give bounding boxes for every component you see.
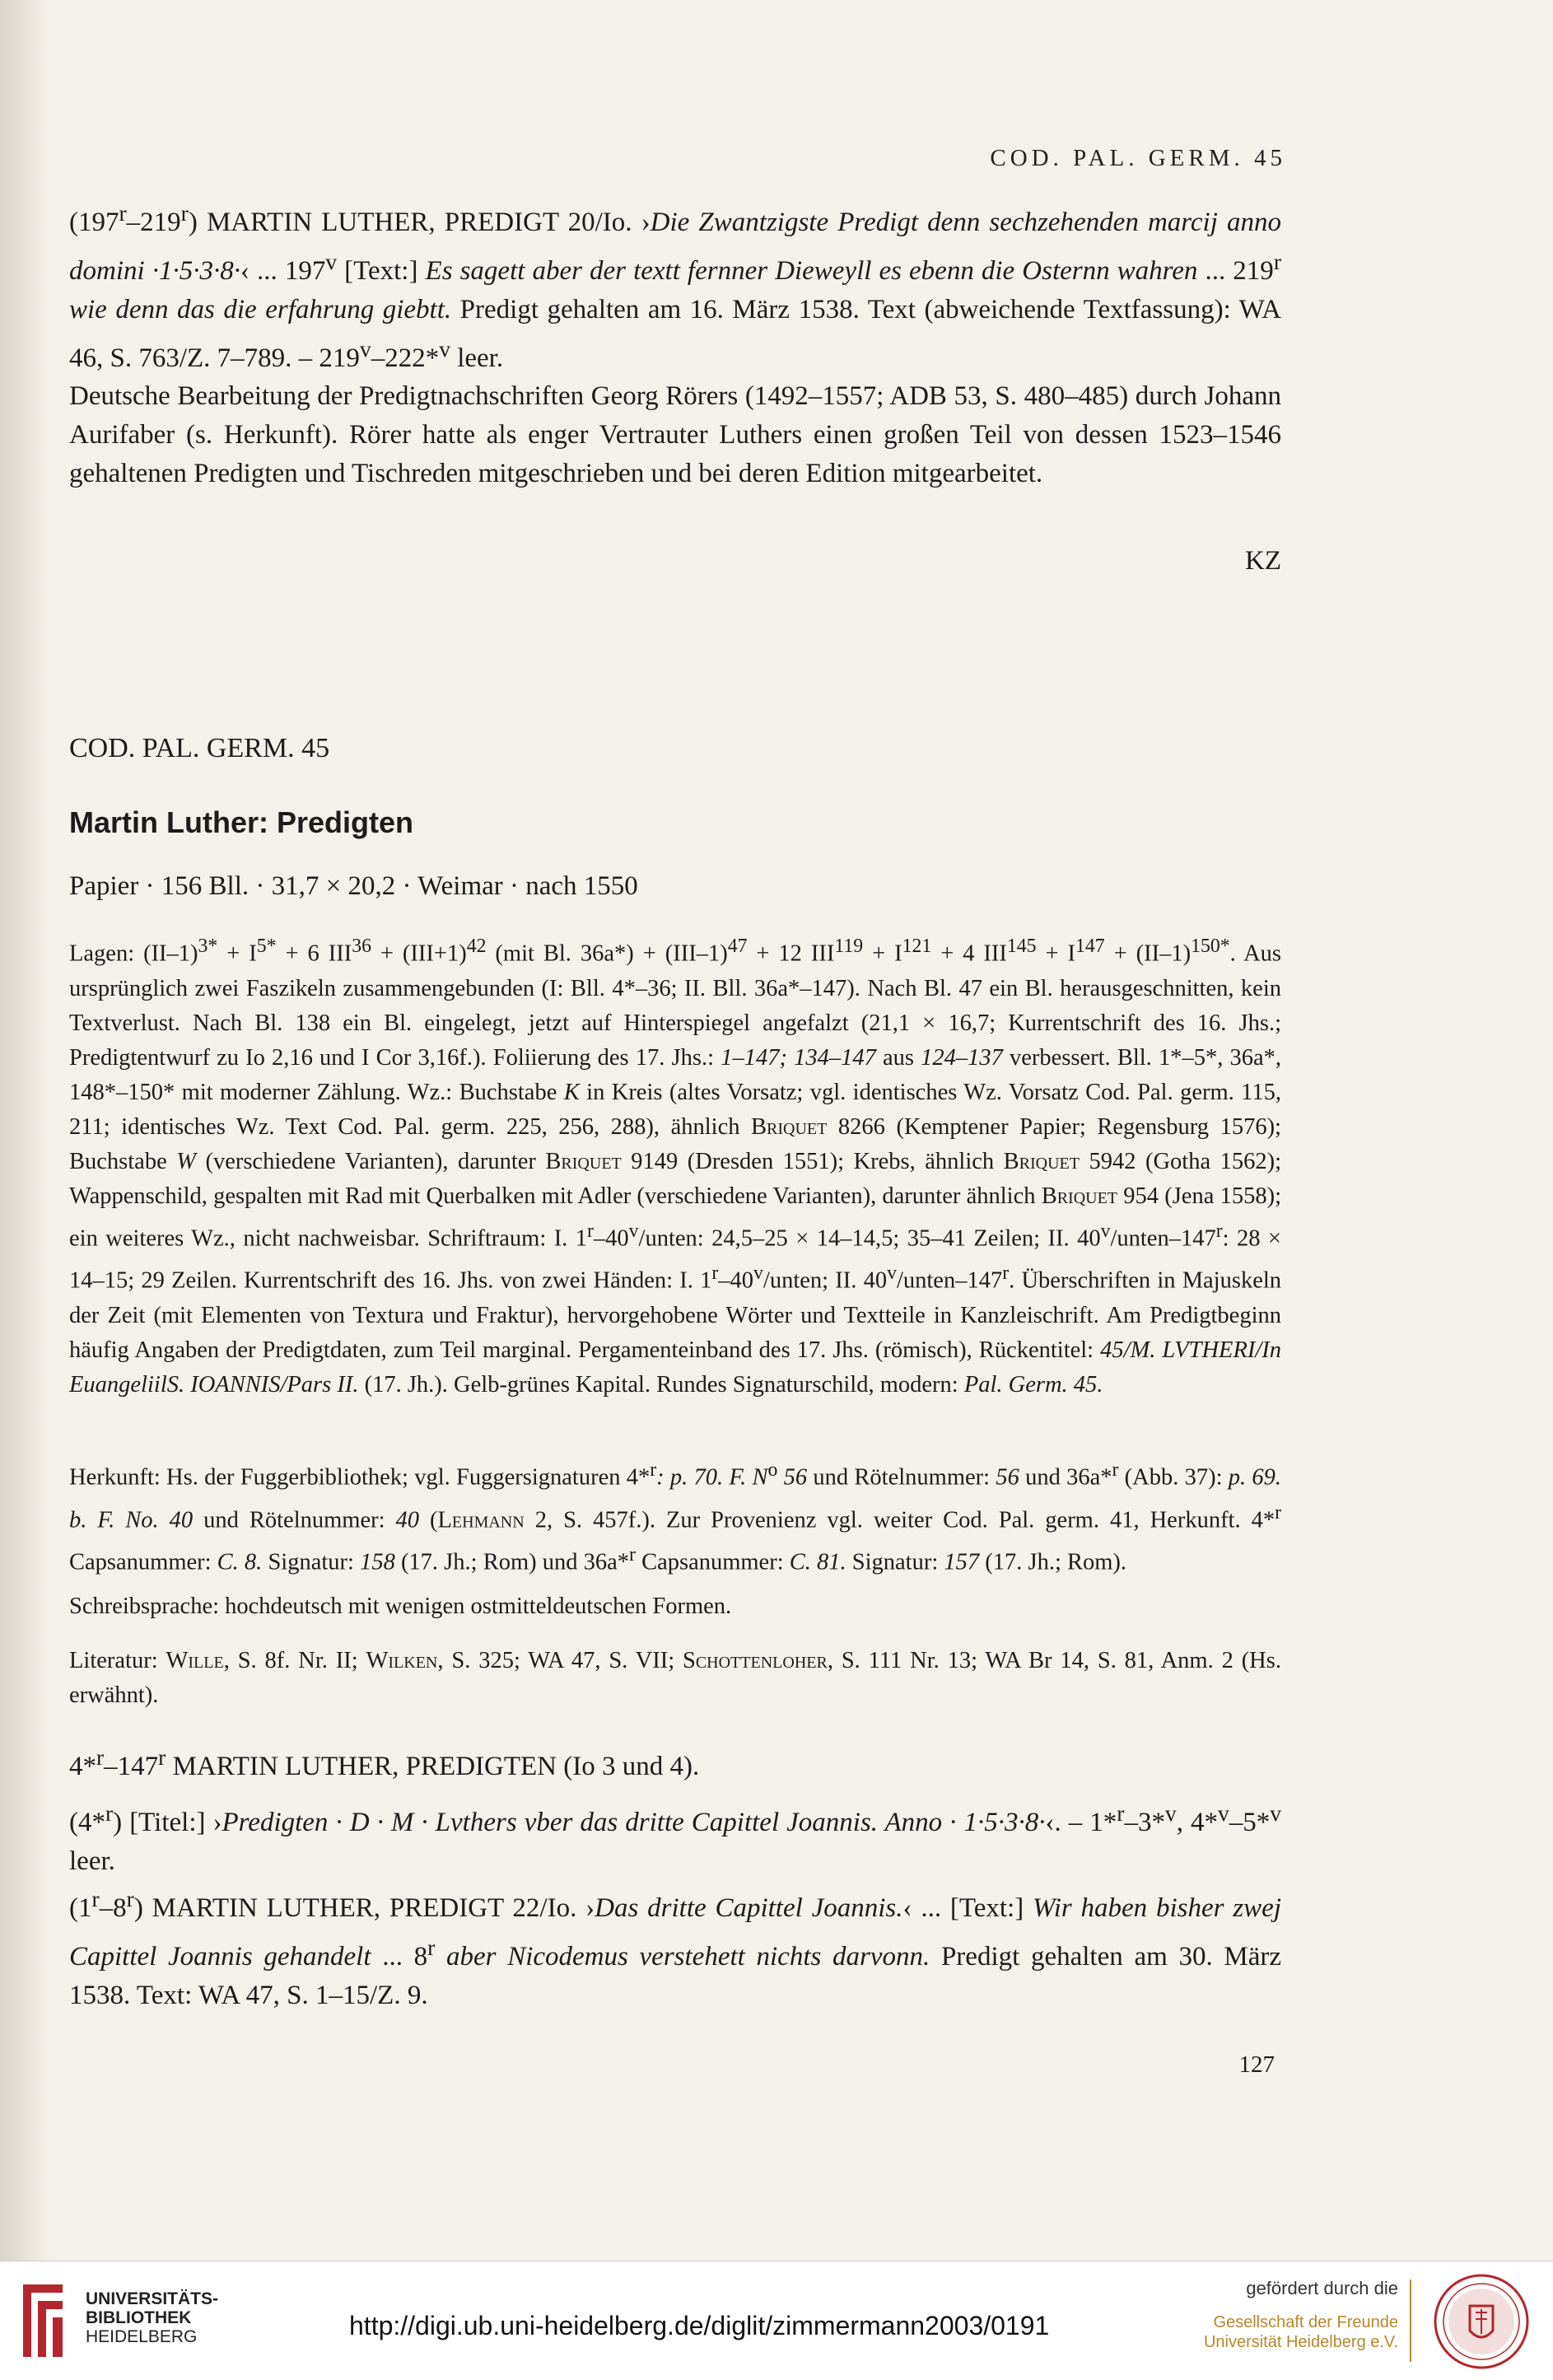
codicological-description: Lagen: $(II-1)^{3*} + I^{5*} + 6$ $III^{36} + (III+1)^{42}$ (mit Bl. $36a*) + (III-1)^{47} + 12$ $III^{119} + I^{121} + 4$ $III^{145} + I^{147} + (II-1)^{150*}$. Aus ursprünglich zwei Faszikeln zusammengebunden (I: Bll. 4*–36; II. Bll. 36a*–147). Nach Bl. 47 ein Bl. herausgeschnitten, kein Textverlust. Nach Bl. 138 ein Bl. eingelegt, jetzt auf Hinterspiegel angefalzt (21,1 × 16,7; Kurrentschrift des 16. Jhs.; Predigtentwurf zu Io 2,16 und I Cor 3,16f.). Foliierung des 17. Jhs.: 1–147; 134–147 aus 124–137 verbessert. Bll. 1*–5*, 36a*, 148*–150* mit moderner Zählung. Wz.: Buchstabe K in Kreis (altes Vorsatz; vgl. identisches Wz. Vorsatz Cod. Pal. germ. 115, 211; identisches Wz. Text Cod. Pal. germ. 225, 256, 288), ähnlich Briquet 8266 (Kemptener Papier; Regensburg 1576); Buchstabe W (verschiedene Varianten), darunter Briquet 9149 (Dresden 1551); Krebs, ähnlich Briquet 5942 (Gotha 1562); Wappenschild, gespalten mit Rad mit Querbalken mit Adler (verschiedene Varianten), darunter ähnlich Briquet 954 (Jena 1558); ein weiteres Wz., nicht nachweisbar. Schriftraum: I. 1$^r$–40$^v$/unten: 24,5–25 × 14–14,5; 35–41 Zeilen; II. 40$^v$/unten–147$^r$: 28 × 14–15; 29 Zeilen. Kurrentschrift des 16. Jhs. von zwei Händen: I. 1$^r$–40$^v$/unten; II. 40$^v$/unten–147$^r$. Überschriften in Majuskeln der Zeit (mit Elementen von Textura und Fraktur), hervorgehobene Wörter und Textteile in Kanzleischrift. Am Predigtbeginn häufig Angaben der Predigtdaten, zum Teil marginal. Pergamenteinband des 17. Jhs. (römisch), Rückentitel: 45/M. LVTHERI/In EuangeliilS. IOANNIS/Pars II. (17. Jh.). Gelb-grünes Kapital. Rundes Signaturschild, modern: Pal. Germ. 45.	[69, 936, 1282, 1398]
sponsor-divider	[1410, 2280, 1411, 2362]
entry-predigt-20: (197$^r$–219$^r$) MARTIN LUTHER, PREDIGT 20/Io. ›Die Zwantzigste Predigt denn sechzehenden marcij anno domini ·1·5·3·8·‹ ... 197$^v$ [Text:] Es sagett aber der textt fernner Dieweyll es ebenn die Osternn wahren ... 219$^r$ wie denn das die erfahrung giebtt. Predigt gehalten am 16. März 1538. Text (abweichende Textfassung): WA 46, S. 763/Z. 7–789. – 219$^v$–222*$^v$ leer.	[69, 200, 1281, 373]
entry-title-page: (4*$^r$) [Titel:] ›Predigten · D · M · Lvthers vber das dritte Capittel Joannis. Anno · 1·5·3·8·‹. – 1*$^r$–3*$^v$, 4*$^v$–5*$^v$ leer.	[69, 1800, 1281, 1876]
author-sigle: KZ	[1245, 546, 1281, 576]
sponsor-block: gefördert durch die Gesellschaft der Freunde Universität Heidelberg e.V.	[1203, 2278, 1398, 2351]
running-head: COD. PAL. GERM. 45	[990, 145, 1286, 171]
permalink-url[interactable]: http://digi.ub.uni-heidelberg.de/diglit/zimmermann2003/0191	[349, 2311, 1050, 2340]
page-number: 127	[1238, 2051, 1275, 2078]
entry-predigt-22: (1$^r$–8$^r$) MARTIN LUTHER, PREDIGT 22/Io. ›Das dritte Capittel Joannis.‹ ... [Text:] Wir haben bisher zwej Capittel Joannis gehandelt ... 8$^r$ aber Nicodemus verstehett nichts darvonn. Predigt gehalten am 30. März 1538. Text: WA 47, S. 1–15/Z. 9.	[69, 1886, 1282, 2010]
codex-subtitle: Martin Luther: Predigten	[69, 805, 414, 839]
page-gutter-shadow	[0, 0, 49, 2261]
codex-title: COD. PAL. GERM. 45	[69, 733, 330, 763]
university-seal-icon	[1433, 2273, 1530, 2370]
digitization-footer	[0, 2261, 1553, 2380]
university-library-logo-icon	[20, 2283, 68, 2359]
university-library-name: UNIVERSITÄTS- BIBLIOTHEK HEIDELBERG	[86, 2289, 219, 2346]
section-heading-predigten: 4*$^r$–147$^r$ MARTIN LUTHER, PREDIGTEN (Io 3 und 4).	[69, 1744, 700, 1781]
codex-physical-data: Papier · 156 Bll. · 31,7 × 20,2 · Weimar · nach 1550	[69, 871, 638, 901]
literature-paragraph: Literatur: Wille, S. 8f. Nr. II; Wilken, S. 325; WA 47, S. VII; Schottenloher, S. 111 Nr. 13; WA Br 14, S. 81, Anm. 2 (Hs. erwähnt).	[69, 1648, 1281, 1708]
provenance-paragraph: Herkunft: Hs. der Fuggerbibliothek; vgl. Fuggersignaturen 4*$^r$: p. 70. F. $N^o$ 56 und Rötelnummer: 56 und 36a*$^r$ (Abb. 37): p. 69. b. F. No. 40 und Rötelnummer: 40 (Lehmann 2, S. 457f.). Zur Provenienz vgl. weiter Cod. Pal. germ. 41, Herkunft. 4*$^r$ Capsanummer: C. 8. Signatur: 158 (17. Jh.; Rom) und 36a*$^r$ Capsanummer: C. 81. Signatur: 157 (17. Jh.; Rom).	[69, 1459, 1282, 1575]
paragraph-roerer: Deutsche Bearbeitung der Predigtnachschriften Georg Rörers (1492–1557; ADB 53, S. 480–485) durch Johann Aurifaber (s. Herkunft). Rörer hatte als enger Vertrauter Luthers einen großen Teil von dessen 1523–1546 gehaltenen Predigten und Tischreden mitgeschrieben und bei deren Edition mitgearbeitet.	[69, 381, 1281, 488]
script-language-paragraph: Schreibsprache: hochdeutsch mit wenigen ostmitteldeutschen Formen.	[69, 1594, 732, 1619]
